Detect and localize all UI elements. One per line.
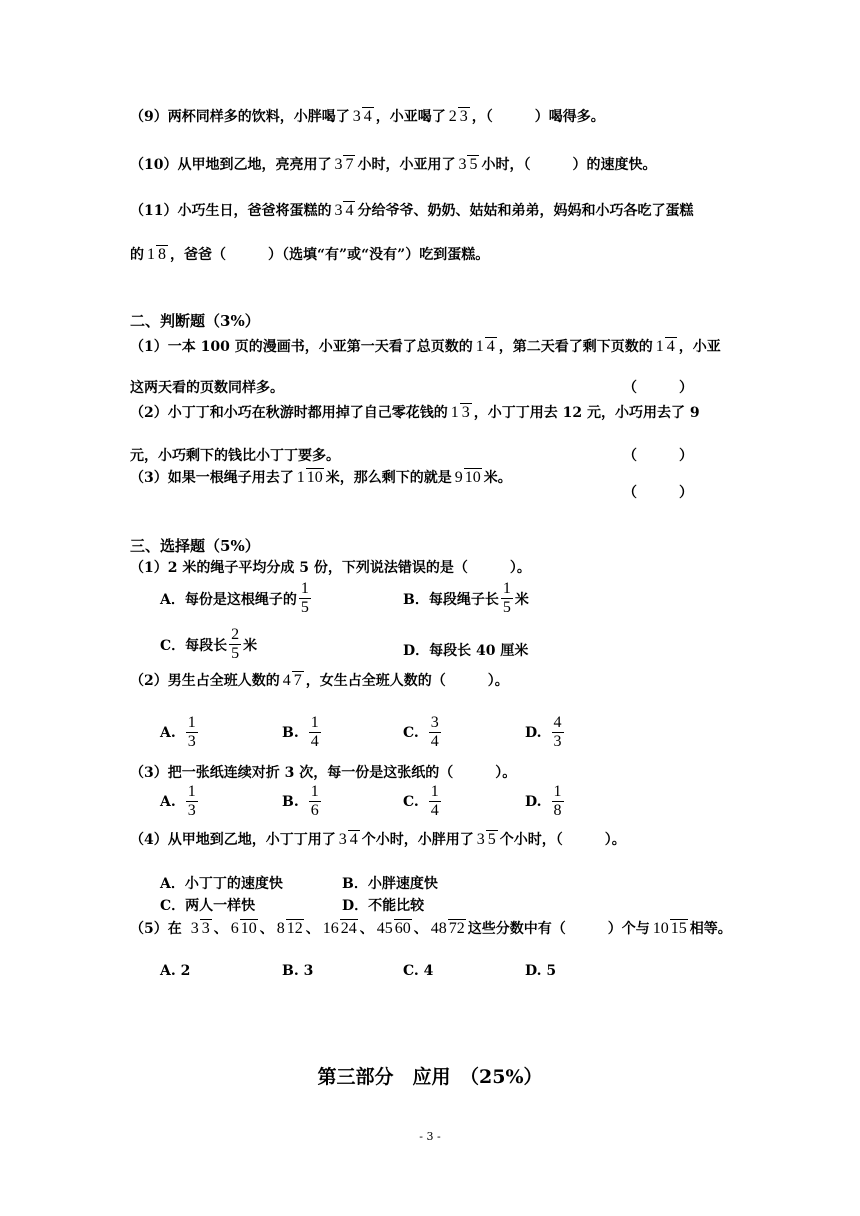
choice-1-option-b[interactable]: B．每段绳子长 $\frac{1}{5}$ 米 xyxy=(403,580,529,616)
fraction: 16 24 xyxy=(322,919,357,937)
choice-2-option-a[interactable]: A. $\frac{1}{3}$ xyxy=(160,714,196,750)
fraction: 1 4 xyxy=(655,337,675,355)
choice-5-option-c[interactable]: C. 4 xyxy=(403,963,434,979)
fraction: 48 72 xyxy=(430,919,465,937)
choice-2: （2）男生占全班人数的 4 7 ，女生占全班人数的（ ）。 xyxy=(130,671,509,689)
section-title-judgement: 二、判断题（3%） xyxy=(130,312,260,330)
choice-5-option-a[interactable]: A. 2 xyxy=(160,963,191,979)
choice-3-option-c[interactable]: C. $\frac{1}{4}$ xyxy=(403,783,439,819)
choice-1-option-c[interactable]: C．每段长 $\frac{2}{5}$ 米 xyxy=(160,626,258,662)
choice-1-option-a[interactable]: A．每份是这根绳子的 $\frac{1}{5}$ xyxy=(160,580,309,616)
fraction: 10 15 xyxy=(652,919,687,937)
fraction: 3 4 xyxy=(352,107,372,125)
judgement-1: （1）一本 100 页的漫画书，小亚第一天看了总页数的 1 4 ，第二天看了剩下页数的 1 4 ，小亚 xyxy=(130,337,721,355)
fraction: $\frac{1}{6}$ xyxy=(310,783,319,819)
question-10: （10）从甲地到乙地，亮亮用了 3 7 小时，小亚用了 3 5 小时，（ ）的速度快。 xyxy=(130,155,657,173)
judgement-2-line2: 元，小巧剩下的钱比小丁丁要多。 xyxy=(130,448,340,464)
choice-1: （1）2 米的绳子平均分成 5 份，下列说法错误的是（ ）。 xyxy=(130,560,531,576)
question-9: （9）两杯同样多的饮料，小胖喝了 3 4 ，小亚喝了 2 3 ，（ ）喝得多。 xyxy=(130,107,605,125)
fraction: 2 3 xyxy=(448,107,468,125)
fraction: $\frac{2}{5}$ xyxy=(231,626,240,662)
choice-5-option-b[interactable]: B. 3 xyxy=(282,963,314,979)
fraction: $\frac{3}{4}$ xyxy=(430,714,439,750)
choice-4: （4）从甲地到乙地，小丁丁用了 3 4 个小时，小胖用了 3 5 个小时，（ ）。 xyxy=(130,830,626,848)
fraction: $\frac{1}{5}$ xyxy=(502,580,511,616)
choice-1-option-d[interactable]: D．每段长 40 厘米 xyxy=(403,643,529,659)
choice-4-option-b[interactable]: B．小胖速度快 xyxy=(342,876,438,892)
choice-4-option-d[interactable]: D．不能比较 xyxy=(342,898,425,914)
answer-blank[interactable]: （ ） xyxy=(623,380,693,396)
fraction: $\frac{4}{3}$ xyxy=(553,714,562,750)
fraction: $\frac{1}{3}$ xyxy=(187,714,196,750)
choice-5-option-d[interactable]: D. 5 xyxy=(525,963,557,979)
fraction: $\frac{1}{8}$ xyxy=(553,783,562,819)
choice-2-option-c[interactable]: C. $\frac{3}{4}$ xyxy=(403,714,439,750)
question-11-line2: 的 1 8 ，爸爸（ ）（选填“有”或“没有”）吃到蛋糕。 xyxy=(130,245,490,263)
choice-3: （3）把一张纸连续对折 3 次，每一份是这张纸的（ ）。 xyxy=(130,765,517,781)
fraction: 3 5 xyxy=(476,830,496,848)
fraction: 3 4 xyxy=(334,201,354,219)
question-11: （11）小巧生日，爸爸将蛋糕的 3 4 分给爷爷、奶奶、姑姑和弟弟，妈妈和小巧各吃了蛋糕 xyxy=(130,201,694,219)
choice-5: （5）在 3 3 、 6 10 、 8 12 、 16 24 、 45 60 、 48 72 这些分数中有（ ）个与 10 15 相等。 xyxy=(130,919,732,937)
judgement-3: （3）如果一根绳子用去了 1 10 米，那么剩下的就是 9 10 米。 xyxy=(130,468,512,486)
fraction: 3 4 xyxy=(338,830,358,848)
judgement-2: （2）小丁丁和小巧在秋游时都用掉了自己零花钱的 1 3 ，小丁丁用去 12 元，小巧用去了 9 xyxy=(130,403,700,421)
fraction: $\frac{1}{5}$ xyxy=(300,580,309,616)
answer-blank[interactable]: （ ） xyxy=(623,485,693,501)
fraction: $\frac{1}{4}$ xyxy=(430,783,439,819)
fraction: 6 10 xyxy=(230,919,257,937)
answer-blank[interactable]: （ ） xyxy=(623,448,693,464)
fraction: 1 3 xyxy=(450,403,470,421)
choice-3-option-d[interactable]: D. $\frac{1}{8}$ xyxy=(525,783,562,819)
fraction: $\frac{1}{3}$ xyxy=(187,783,196,819)
choice-4-option-a[interactable]: A．小丁丁的速度快 xyxy=(160,876,283,892)
fraction: 1 8 xyxy=(147,245,166,263)
fraction: 1 10 xyxy=(296,468,323,486)
choice-2-option-d[interactable]: D. $\frac{4}{3}$ xyxy=(525,714,562,750)
choice-3-option-b[interactable]: B. $\frac{1}{6}$ xyxy=(282,783,319,819)
fraction: 9 10 xyxy=(454,468,481,486)
section-title-choice: 三、选择题（5%） xyxy=(130,537,260,555)
page-number: - 3 - xyxy=(419,1130,441,1143)
fraction: 8 12 xyxy=(276,919,303,937)
choice-4-option-c[interactable]: C．两人一样快 xyxy=(160,898,256,914)
fraction: 3 7 xyxy=(334,155,354,173)
choice-3-option-a[interactable]: A. $\frac{1}{3}$ xyxy=(160,783,196,819)
fraction: 3 5 xyxy=(458,155,478,173)
choice-2-option-b[interactable]: B. $\frac{1}{4}$ xyxy=(282,714,319,750)
judgement-1-line2: 这两天看的页数同样多。 xyxy=(130,380,284,396)
fraction: 4 7 xyxy=(282,671,302,689)
fraction: 1 4 xyxy=(475,337,495,355)
fraction: 3 3 xyxy=(190,919,210,937)
fraction: 45 60 xyxy=(376,919,411,937)
part-three-title: 第三部分 应用 （25%） xyxy=(317,1066,543,1088)
fraction: $\frac{1}{4}$ xyxy=(310,714,319,750)
